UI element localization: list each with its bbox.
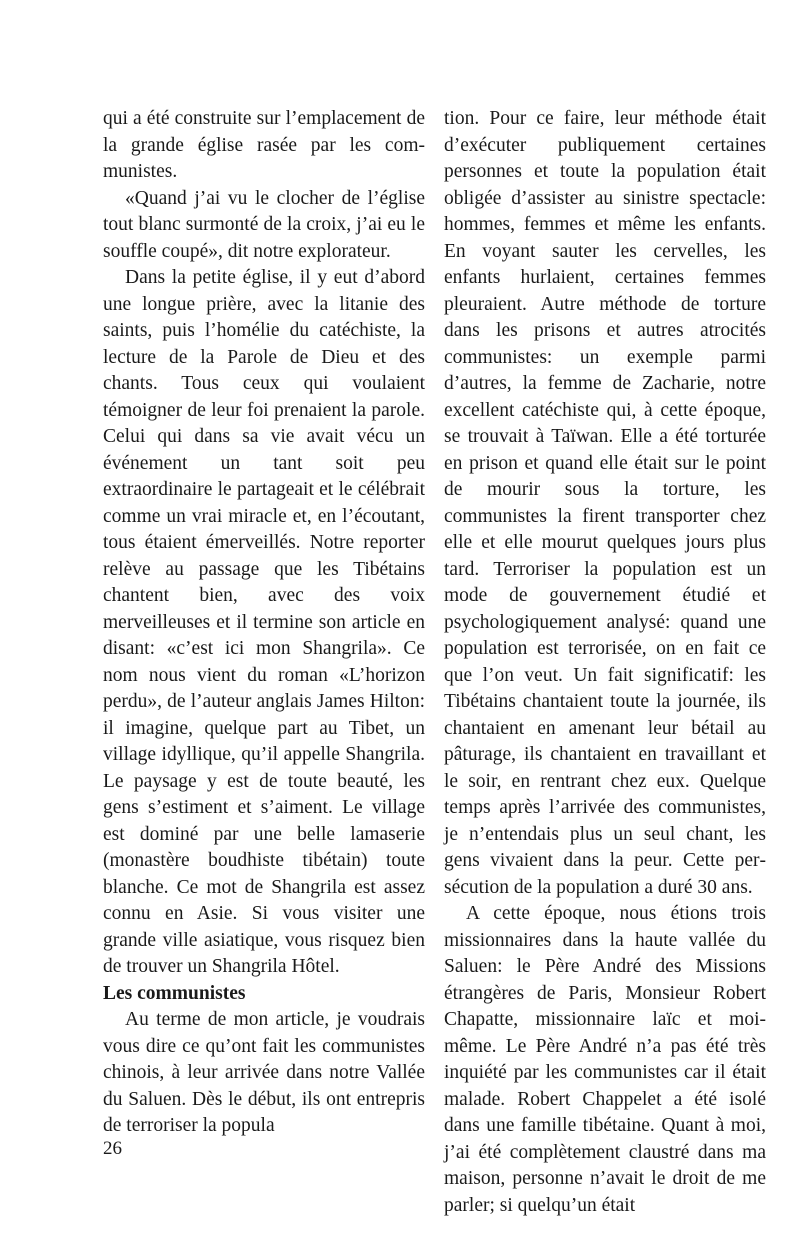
paragraph-quote: «Quand j’ai vu le clocher de l’église tout blanc surmonté de la croix, j’ai eu le souffle coupé», dit notre explorateur. bbox=[103, 187, 425, 262]
page-number: 26 bbox=[103, 1138, 122, 1159]
paragraph-church: Dans la petite église, il y eut d’abord une longue prière, avec la litanie des saints, puis l’homélie du catéchiste, la lecture de la Parole de Dieu et des chants. Tous ceux qui voulaient témoigner de leur foi prenaient la parole. Celui qui dans sa vie avait vécu un événement un tant soit peu extraordinaire le partageait et le célébrait comme un vrai miracle et, en l’écoutant, tous étaient émerveillés. Notre reporter relève au passage que les Tibétains chantent bien, avec des voix merveilleuses et il termine son article en disant: «c’est ici mon Shangrila». Ce nom nous vient du roman «L’horizon perdu», de l’auteur anglais James Hilton: il imagine, quelque part au Tibet, un village idyllique, qu’il appelle Shangrila. Le paysage y est de toute beauté, les gens s’estiment et s’aiment. Le village est dominé par une belle lamaserie (monastère boudhiste tibétain) toute blanche. Ce mot de Shangrila est assez connu en Asie. Si vous visiter une grande ville asiatique, vous risquez bien de trouver un Shangrila Hôtel. bbox=[103, 267, 425, 977]
right-column bbox=[444, 106, 766, 1219]
left-column bbox=[103, 106, 425, 1140]
paragraph-communists: Au terme de mon article, je voudrais vous dire ce qu’ont fait les communistes chinois, à leur arrivée dans notre Vallée du Saluen. Dès le début, ils ont entrepris de terroriser la popula bbox=[103, 1009, 425, 1136]
section-heading: Les communistes bbox=[103, 982, 246, 1004]
paragraph-missionaries: A cette époque, nous étions trois missionnaires dans la haute vallée du Saluen: le Père André des Missions étrangères de Paris, Monsieur Robert Chapatte, missionnaire laïc et moi-même. Le Père André n’a pas été très inquiété par les communistes car il était malade. Robert Chappelet a été isolé dans une famille tibétaine. Quant à moi, j’ai été complètement claustré dans ma maison, personne n’avait le droit de me parler; si quelqu’un était bbox=[444, 903, 766, 1216]
paragraph-continued: tion. Pour ce faire, leur méthode était d’exécuter publiquement certaines personnes et toute la population était obligée d’assister au sinistre spectacle: hommes, femmes et même les enfants. En voyant sauter les cervelles, les enfants hurlaient, certaines femmes pleuraient. Autre méthode de torture dans les prisons et autres atrocités communistes: un exemple parmi d’autres, la femme de Zacharie, notre excellent catéchiste qui, à cette époque, se trouvait à Taïwan. Elle a été torturée en prison et quand elle était sur le point de mourir sous la torture, les communistes la firent transporter chez elle et elle mourut quelques jours plus tard. Terroriser la population est un mode de gouvernement étudié et psychologiquement analysé: quand une population est terrorisée, on en fait ce que l’on veut. Un fait significatif: les Tibétains chantaient toute la journée, ils chantaient en amenant leur bétail au pâturage, ils chantaient en travaillant et le soir, en rentrant chez eux. Quelque temps après l’arrivée des communistes, je n’entendais plus un seul chant, les gens vivaient dans la peur. Cette persécution de la population a duré 30 ans. bbox=[444, 108, 766, 898]
paragraph-continued: qui a été construite sur l’emplacement de la grande église rasée par les communistes. bbox=[103, 108, 425, 182]
